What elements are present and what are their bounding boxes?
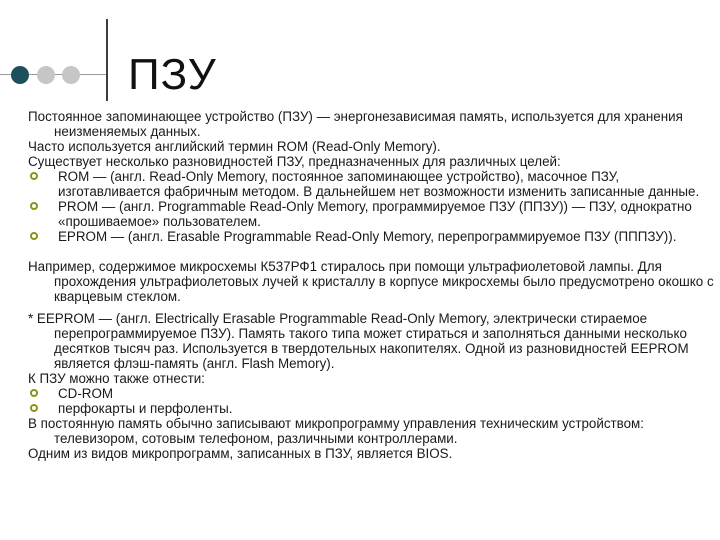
decoration-dot-gray: [62, 66, 80, 84]
list-item: [28, 229, 718, 244]
paragraph-also: К ПЗУ можно также отнести:: [28, 371, 205, 386]
slide-body: [28, 109, 718, 461]
list-item-text-punchcards: перфокарты и перфоленты.: [58, 401, 233, 416]
decoration-dot-gray: [37, 66, 55, 84]
slide-title: ПЗУ: [128, 50, 217, 99]
bullet-icon: [30, 172, 38, 180]
list-item: [28, 199, 718, 229]
list-item-text-prom: PROM — (англ. Programmable Read-Only Memory, программируемое ПЗУ (ППЗУ)) — ПЗУ, однократно «прошиваемое» пользователем.: [58, 199, 692, 229]
bullet-icon: [30, 404, 38, 412]
list-item: [28, 386, 718, 401]
paragraph-definition: Постоянное запоминающее устройство (ПЗУ) — энергонезависимая память, используется для хранения неизменяемых данных.: [28, 109, 683, 139]
list-item-text-cdrom: CD-ROM: [58, 386, 114, 401]
paragraph-types-intro: Существует несколько разновидностей ПЗУ, предназначенных для различных целей:: [28, 154, 561, 169]
decoration-dot-dark: [11, 66, 29, 84]
paragraph-firmware: В постоянную память обычно записывают микропрограмму управления техническим устройством: телевизором, сотовым телефоном, различными контроллерами.: [28, 416, 644, 446]
decoration-vertical-line: [106, 19, 108, 101]
paragraph-bios: Одним из видов микропрограмм, записанных в ПЗУ, является BIOS.: [28, 446, 453, 461]
paragraph-eeprom: * EEPROM — (англ. Electrically Erasable Programmable Read-Only Memory, электрически стираемое перепрограммируемое ПЗУ). Память такого типа может стираться и заполняться данными несколько десятков тысяч раз. Используется в твердотельных накопителях. Одной из разновидностей EEPROM является флэш-память (англ. Flash Memory).: [28, 311, 689, 371]
list-item: [28, 401, 718, 416]
paragraph-example: Например, содержимое микросхемы К537РФ1 стиралось при помощи ультрафиолетовой лампы. Для прохождения ультрафиолетовых лучей к кристаллу в корпусе микросхемы было предусмотрено окошко с кварцевым стеклом.: [28, 259, 714, 304]
list-item: [28, 169, 718, 199]
bullet-icon: [30, 202, 38, 210]
bullet-icon: [30, 389, 38, 397]
list-item-text-rom: ROM — (англ. Read-Only Memory, постоянное запоминающее устройство), масочное ПЗУ, изготавливается фабричным методом. В дальнейшем нет возможности изменить записанные данные.: [58, 169, 700, 199]
list-item-text-eprom: EPROM — (англ. Erasable Programmable Read-Only Memory, перепрограммируемое ПЗУ (ПППЗУ)).: [58, 229, 677, 244]
bullet-icon: [30, 232, 38, 240]
paragraph-rom-term: Часто используется английский термин ROM (Read-Only Memory).: [28, 139, 441, 154]
